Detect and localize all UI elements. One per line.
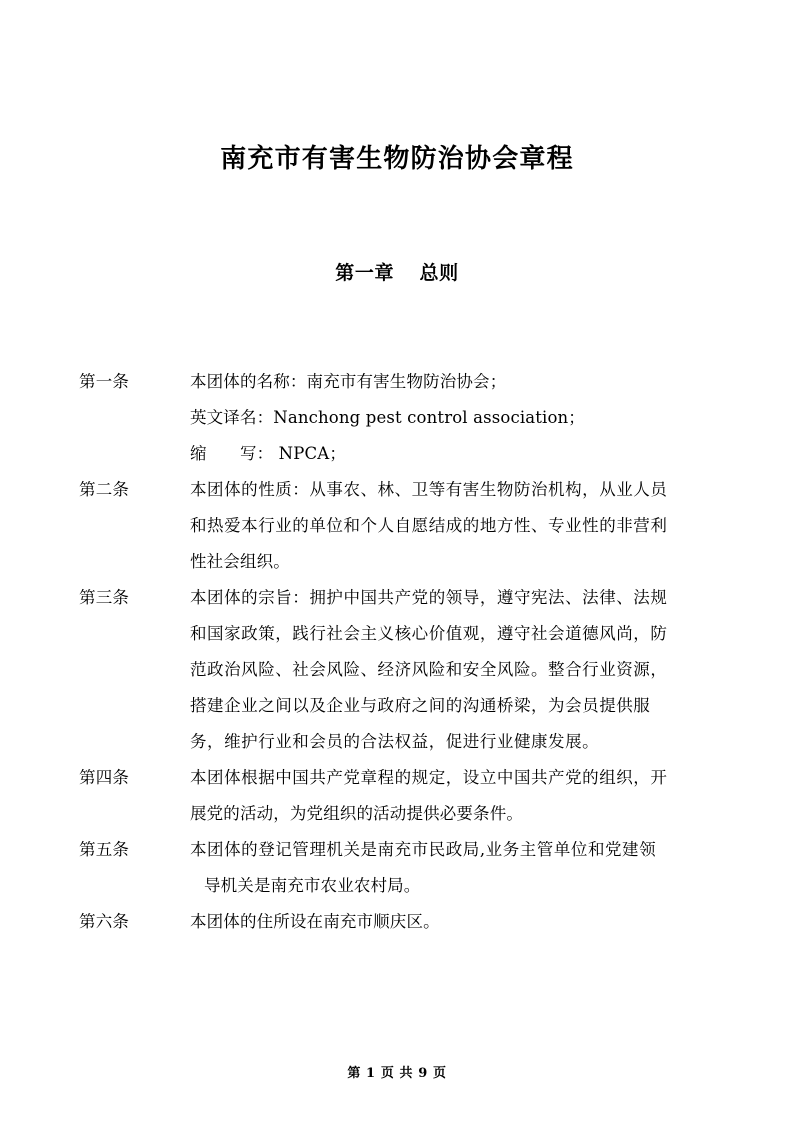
- article-line: 本团体的名称：南充市有害生物防治协会；: [190, 372, 507, 391]
- article-label: 第六条: [79, 912, 130, 931]
- article-line: 本团体的登记管理机关是南充市民政局,业务主管单位和党建领: [190, 840, 657, 859]
- article-line: 搭建企业之间以及企业与政府之间的沟通桥梁，为会员提供服: [190, 696, 651, 715]
- article-body: [190, 544, 719, 580]
- article-body: [190, 472, 719, 508]
- article-body: [190, 508, 719, 544]
- article-first-line: [79, 832, 719, 868]
- article-continuation-line: [79, 868, 719, 904]
- article-body: [190, 400, 719, 436]
- article-line: 务，维护行业和会员的合法权益，促进行业健康发展。: [190, 732, 600, 751]
- article-continuation-line: [79, 400, 719, 436]
- article-line: 本团体的宗旨：拥护中国共产党的领导，遵守宪法、法律、法规: [190, 588, 668, 607]
- article-item: [79, 364, 719, 472]
- article-body: [190, 364, 719, 400]
- article-body: [190, 652, 719, 688]
- article-list: [79, 364, 719, 940]
- article-line: 本团体的性质：从事农、林、卫等有害生物防治机构，从业人员: [190, 480, 668, 499]
- article-continuation-line: [79, 544, 719, 580]
- article-item: [79, 472, 719, 580]
- article-line: 展党的活动，为党组织的活动提供必要条件。: [190, 804, 523, 823]
- article-first-line: [79, 472, 719, 508]
- article-line: 范政治风险、社会风险、经济风险和安全风险。整合行业资源，: [190, 660, 668, 679]
- article-item: [79, 760, 719, 832]
- article-line: 本团体的住所设在南充市顺庆区。: [190, 912, 440, 931]
- article-line: 缩 写： NPCA；: [190, 444, 346, 463]
- article-first-line: [79, 580, 719, 616]
- article-body: [190, 760, 719, 796]
- article-continuation-line: [79, 724, 719, 760]
- article-continuation-line: [79, 796, 719, 832]
- article-item: [79, 904, 719, 940]
- article-line: 导机关是南充市农业农村局。: [204, 876, 421, 895]
- article-continuation-line: [79, 616, 719, 652]
- article-body: [190, 688, 719, 724]
- chapter-heading: 第一章 总则: [335, 263, 459, 284]
- article-line: 和国家政策，践行社会主义核心价值观，遵守社会道德风尚，防: [190, 624, 668, 643]
- article-first-line: [79, 760, 719, 796]
- article-body: [190, 868, 719, 904]
- article-body: [190, 580, 719, 616]
- article-line: 和热爱本行业的单位和个人自愿结成的地方性、专业性的非营利: [190, 516, 668, 535]
- article-first-line: [79, 364, 719, 400]
- article-line: 性社会组织。: [190, 552, 290, 571]
- article-line: 本团体根据中国共产党章程的规定，设立中国共产党的组织，开: [190, 768, 668, 787]
- article-item: [79, 580, 719, 760]
- article-continuation-line: [79, 688, 719, 724]
- article-body: [190, 724, 719, 760]
- article-item: [79, 832, 719, 904]
- article-line: 英文译名：Nanchong pest control association；: [190, 408, 585, 427]
- article-body: [190, 436, 719, 472]
- page-footer: 第 1 页 共 9 页: [347, 1066, 447, 1081]
- article-label: 第四条: [79, 768, 130, 787]
- article-body: [190, 796, 719, 832]
- article-label: 第三条: [79, 588, 130, 607]
- article-body: [190, 904, 719, 940]
- page-title: 南充市有害生物防治协会章程: [220, 143, 574, 173]
- article-label: 第二条: [79, 480, 130, 499]
- article-body: [190, 832, 719, 868]
- article-continuation-line: [79, 436, 719, 472]
- article-continuation-line: [79, 652, 719, 688]
- article-continuation-line: [79, 508, 719, 544]
- article-label: 第一条: [79, 372, 130, 391]
- article-first-line: [79, 904, 719, 940]
- article-label: 第五条: [79, 840, 130, 859]
- article-body: [190, 616, 719, 652]
